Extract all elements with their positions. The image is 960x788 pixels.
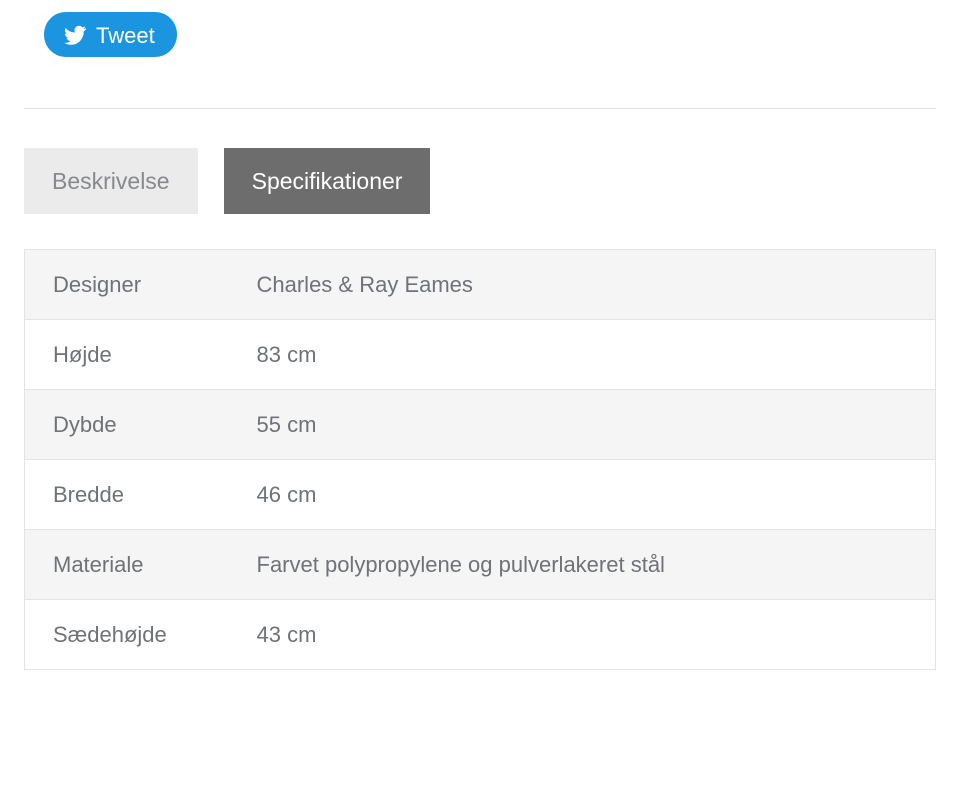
table-row	[25, 530, 936, 600]
spec-label: Dybde	[53, 411, 117, 437]
table-row	[25, 320, 936, 390]
spec-value: Farvet polypropylene og pulverlakeret stål	[256, 551, 665, 577]
table-row	[25, 390, 936, 460]
tweet-share-area	[44, 12, 177, 57]
spec-label: Bredde	[53, 481, 124, 507]
spec-value: 83 cm	[256, 341, 317, 367]
specifications-table	[24, 249, 936, 670]
spec-label: Designer	[53, 271, 142, 297]
spec-label: Sædehøjde	[53, 621, 167, 647]
spec-label: Højde	[53, 341, 112, 367]
tab-specifikationer-label: Specifikationer	[251, 167, 403, 194]
tab-specifikationer[interactable]	[224, 148, 431, 214]
twitter-bird-icon	[63, 23, 87, 47]
section-divider	[24, 108, 936, 109]
table-row	[25, 600, 936, 670]
spec-value: 55 cm	[256, 411, 317, 437]
spec-value: 46 cm	[256, 481, 317, 507]
tab-beskrivelse-label: Beskrivelse	[52, 167, 170, 194]
tweet-button[interactable]	[44, 12, 177, 57]
spec-value: Charles & Ray Eames	[256, 271, 473, 297]
tweet-button-label: Tweet	[96, 22, 155, 48]
spec-label: Materiale	[53, 551, 144, 577]
table-row	[25, 460, 936, 530]
spec-value: 43 cm	[256, 621, 317, 647]
tab-beskrivelse[interactable]	[24, 148, 198, 214]
product-tabs	[24, 148, 430, 214]
table-row	[25, 250, 936, 320]
